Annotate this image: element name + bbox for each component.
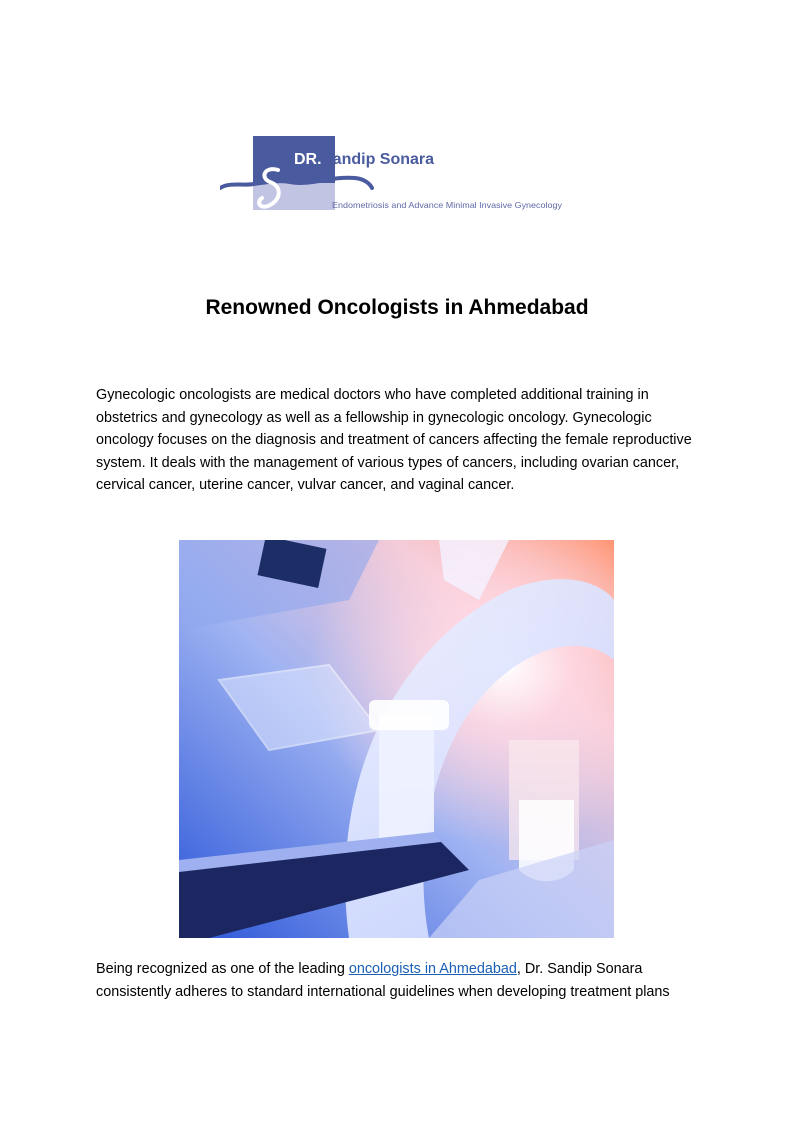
page-title: Renowned Oncologists in Ahmedabad (205, 296, 589, 319)
second-paragraph (96, 958, 716, 1003)
photo-illustration (179, 540, 614, 938)
logo-tagline: Endometriosis and Advance Minimal Invasive Gynecology (332, 200, 563, 210)
oncology-machine-photo (179, 540, 614, 938)
oncologists-link[interactable]: oncologists in Ahmedabad (348, 961, 517, 977)
logo-name: Sandip Sonara (322, 151, 435, 168)
machine-head (369, 700, 449, 730)
second-paragraph-text-end: , Dr. Sandip Sonara consistently adheres to standard international guidelines when developing treatment plans (96, 961, 670, 1000)
logo-prefix: DR. (294, 151, 322, 168)
logo-graphic (220, 136, 570, 216)
logo (220, 136, 570, 216)
second-paragraph-text-start: Being recognized as one of the leading (96, 961, 349, 977)
intro-paragraph: Gynecologic oncologists are medical doctors who have completed additional training in obstetrics and gynecology as well as a fellowship in gynecologic oncology. Gynecologic oncology focuses on the diagnosis and treatment of cancers affecting the female reproductive system. It deals with the management of various types of cancers, including ovarian cancer, cervical cancer, uterine cancer, vulvar cancer, and vaginal cancer. (96, 387, 692, 493)
